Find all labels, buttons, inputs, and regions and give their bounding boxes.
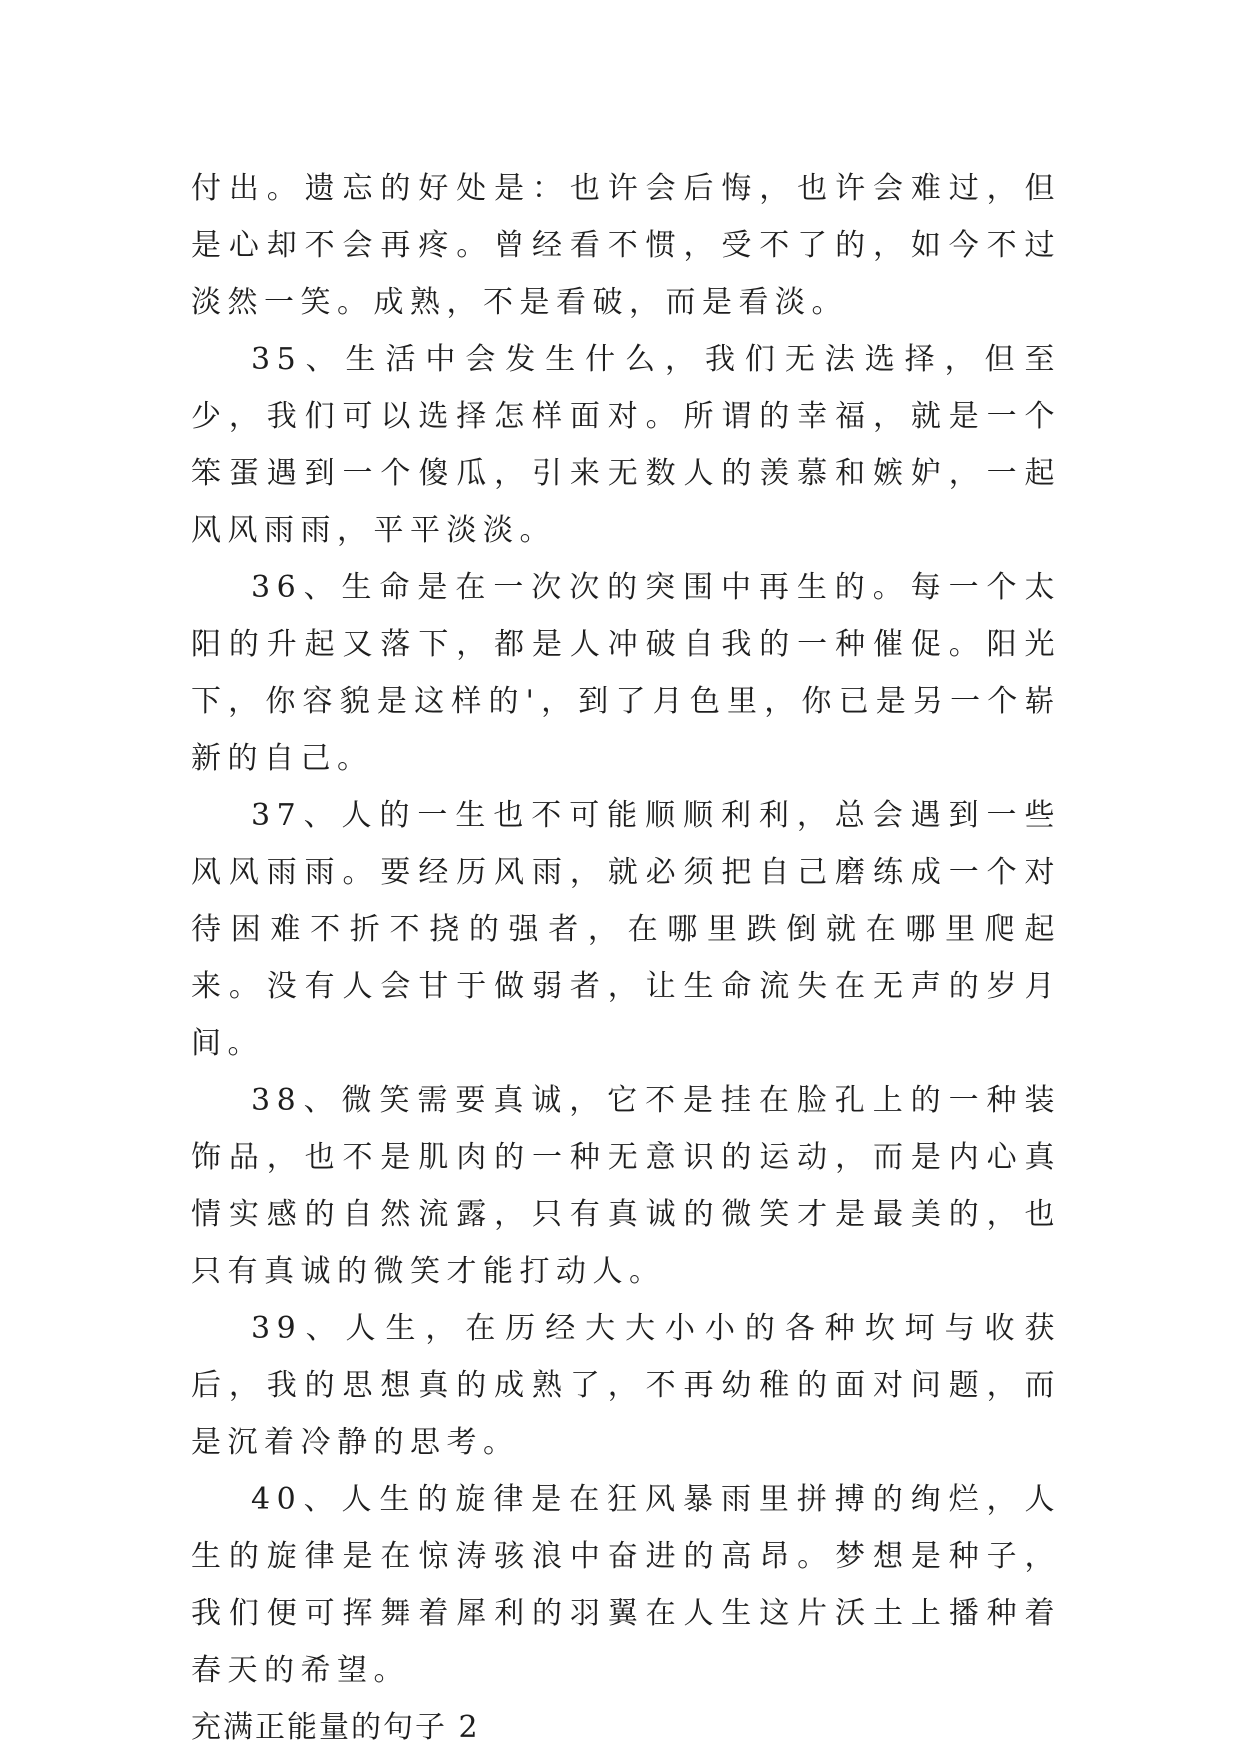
paragraph-38: 38、微笑需要真诚，它不是挂在脸孔上的一种装饰品，也不是肌肉的一种无意识的运动，而是内心真情实感的自然流露，只有真诚的微笑才是最美的，也只有真诚的微笑才能打动人。	[191, 1083, 1061, 1289]
document-body	[191, 160, 1061, 1756]
section-heading: 充满正能量的句子 2	[191, 1710, 480, 1745]
paragraph-39: 39、人生，在历经大大小小的各种坎坷与收获后，我的思想真的成熟了，不再幼稚的面对问题，而是沉着冷静的思考。	[191, 1311, 1061, 1460]
paragraph-37: 37、人的一生也不可能顺顺利利，总会遇到一些风风雨雨。要经历风雨，就必须把自己磨练成一个对待困难不折不挠的强者，在哪里跌倒就在哪里爬起来。没有人会甘于做弱者，让生命流失在无声的岁月间。	[191, 798, 1061, 1061]
paragraph-35: 35、生活中会发生什么，我们无法选择，但至少，我们可以选择怎样面对。所谓的幸福，就是一个笨蛋遇到一个傻瓜，引来无数人的羡慕和嫉妒，一起风风雨雨，平平淡淡。	[191, 342, 1061, 548]
paragraph-40: 40、人生的旋律是在狂风暴雨里拼搏的绚烂，人生的旋律是在惊涛骇浪中奋进的高昂。梦想是种子，我们便可挥舞着犀利的羽翼在人生这片沃土上播种着春天的希望。	[191, 1482, 1061, 1688]
paragraph-36: 36、生命是在一次次的突围中再生的。每一个太阳的升起又落下，都是人冲破自我的一种催促。阳光下，你容貌是这样的'，到了月色里，你已是另一个崭新的自己。	[191, 570, 1061, 776]
paragraph-34-continued: 付出。遗忘的好处是：也许会后悔，也许会难过，但是心却不会再疼。曾经看不惯，受不了的，如今不过淡然一笑。成熟，不是看破，而是看淡。	[191, 171, 1061, 320]
